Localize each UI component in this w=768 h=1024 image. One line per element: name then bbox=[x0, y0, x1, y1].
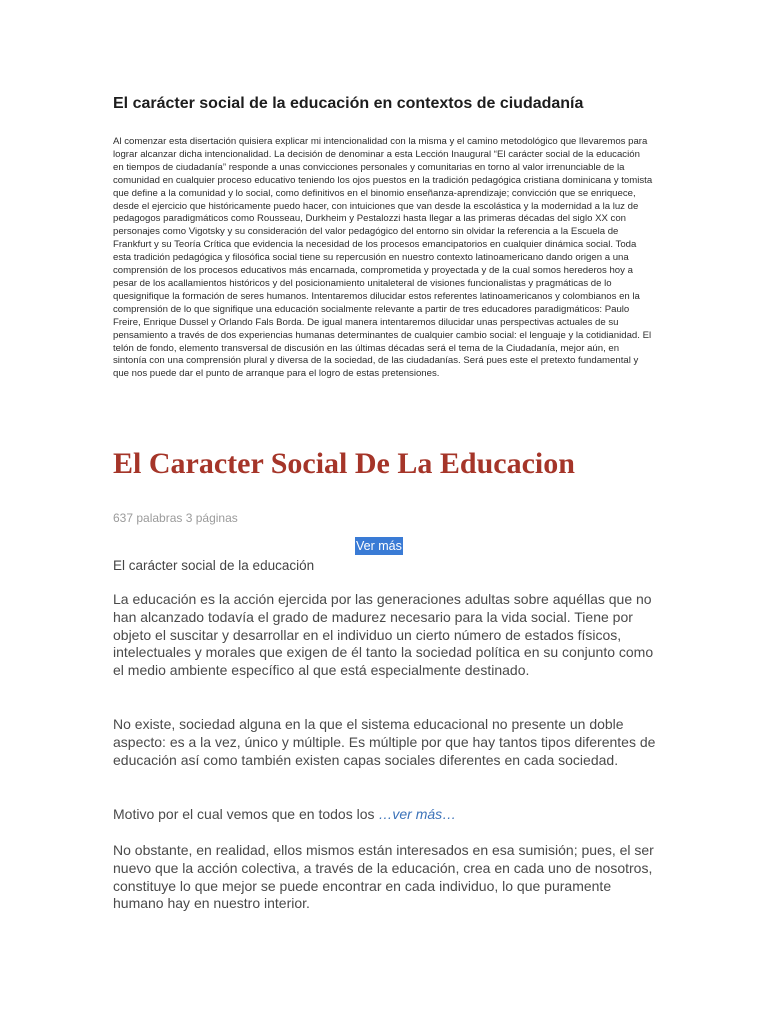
body-paragraph-1: La educación es la acción ejercida por las generaciones adultas sobre aquéllas que no han alcanzado todavía el grado de madurez necesario para la vida social. Tiene por objeto el suscitar y desarrollar en el individuo un cierto número de estados físicos, intelectuales y morales que exigen de él tanto la sociedad política en su conjunto como el medio ambiente específico al que está especialmente destinado. bbox=[113, 591, 654, 679]
document-subtitle: El carácter social de la educación bbox=[113, 558, 315, 573]
body-paragraph-3 bbox=[113, 806, 658, 824]
page-title: El carácter social de la educación en contextos de ciudadanía bbox=[113, 95, 584, 112]
ver-mas-link[interactable]: …ver más… bbox=[378, 806, 457, 822]
body-paragraph-2: No existe, sociedad alguna en la que el sistema educacional no presente un doble aspecto: es a la vez, único y múltiple. Es múltiple por que hay tantos tipos diferentes de educación así como también existen capas sociales diferentes en cada sociedad. bbox=[113, 716, 656, 768]
body-paragraph-4: No obstante, en realidad, ellos mismos están interesados en esa sumisión; pues, el ser nuevo que la acción colectiva, a través de la educación, crea en cada uno de nosotros, constituye lo que mejor se puede encontrar en cada individuo, lo que puramente humano hay en nuestro interior. bbox=[113, 842, 654, 912]
document-title: El Caracter Social De La Educacion bbox=[113, 447, 575, 480]
intro-paragraph: Al comenzar esta disertación quisiera explicar mi intencionalidad con la misma y el camino metodológico que llevaremos para lograr alcanzar dicha intencionalidad. La decisión de denominar a esta Lección Inaugural “El carácter social de la educación en tiempos de ciudadanía” responde a unas convicciones personales y comunitarias en torno al valor irrenunciable de la comunidad en cualquier proceso educativo teniendo los ojos puestos en la tradición pedagógica cristiana dominicana y tomista que define a la comunidad y lo social, como definitivos en el binomio enseñanza-aprendizaje; convicción que se enriquece, desde el ejercicio que históricamente puedo hacer, con intuiciones que van desde la escolástica y la modernidad a la luz de pedagogos paradigmáticos como Rousseau, Durkheim y Pestalozzi hasta llegar a las primeras décadas del siglo XX con personajes como Vigotsky y su consideración del valor pedagógico del entorno sin olvidar la referencia a la Escuela de Frankfurt y su Teoría Crítica que evidencia la necesidad de los procesos emancipatorios en cualquier dinámica social. Toda esta tradición pedagógica y filosófica social tiene su repercusión en nuestro contexto latinoamericano dando origen a una comprensión de los procesos educativos más encarnada, comprometida y proyectada y de la cual somos herederos hoy a pesar de los acallamientos históricos y del posicionamiento unitaleteral de visiones funcionalistas y pragmáticas de lo quesignifique la formación de seres humanos. Intentaremos dilucidar estos referentes latinoamericanos y colombianos en la comprensión de lo que signifique una educación socialmente relevante a partir de tres educadores paradigmáticos: Paulo Freire, Enrique Dussel y Orlando Fals Borda. De igual manera intentaremos dilucidar unas perspectivas actuales de su pensamiento a través de dos experiencias humanas determinantes de cualquier cambio social: el lenguaje y la cotidianidad. El telón de fondo, elemento transversal de discusión en las últimas décadas será el tema de la Ciudadanía, mejor aún, en sintonía con una comprensión plural y diversa de la sociedad, de las ciudadanías. Será pues este el pretexto fundamental y que nos puede dar el punto de arranque para el logro de estas pretensiones. bbox=[113, 136, 653, 380]
document-meta: 637 palabras 3 páginas bbox=[113, 511, 238, 525]
ver-mas-button[interactable]: Ver más bbox=[356, 539, 402, 553]
body-paragraph-3-text: Motivo por el cual vemos que en todos los bbox=[113, 806, 379, 822]
